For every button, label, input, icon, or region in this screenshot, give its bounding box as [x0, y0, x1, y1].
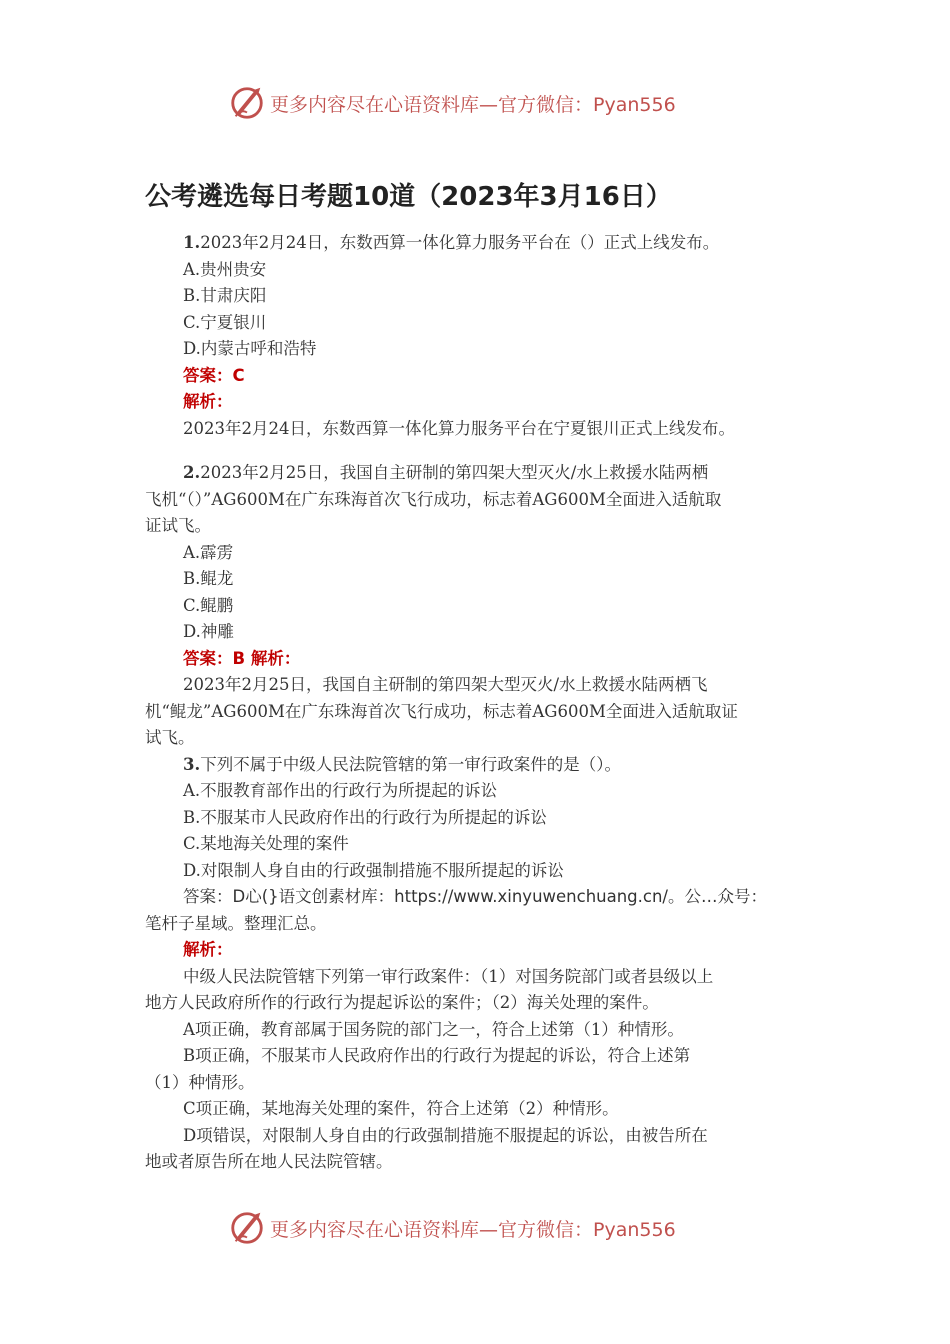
q3-analysis-line-1: 中级人民法院管辖下列第一审行政案件：（1）对国务院部门或者县级以上	[183, 966, 714, 986]
banner-wechat-id: Pyan556	[593, 93, 676, 116]
q2-option-d: D.神雕	[183, 622, 234, 641]
q3-analysis-label: 解析：	[183, 940, 233, 959]
question-1-stem: 1.2023年2月24日，东数西算一体化算力服务平台在（）正式上线发布。	[183, 233, 720, 252]
q3-analysis-line-7: D项错误，对限制人身自由的行政强制措施不服提起的诉讼，由被告所在	[183, 1125, 708, 1145]
q2-option-b: B.鲲龙	[183, 569, 234, 588]
q2-answer: 答案：B 解析：	[183, 648, 301, 668]
question-3-stem: 3.下列不属于中级人民法院管辖的第一审行政案件的是（）。	[183, 754, 621, 774]
q2-stem-line-3: 证试飞。	[145, 516, 211, 535]
q3-option-a: A.不服教育部作出的行政行为所提起的诉讼	[183, 781, 498, 800]
q3-analysis-line-2: 地方人民政府所作的行政行为提起诉讼的案件；（2）海关处理的案件。	[145, 993, 659, 1012]
banner-text: 更多内容尽在心语资料库—官方微信：Pyan556	[270, 93, 676, 116]
brand-logo-icon	[228, 84, 266, 122]
q1-option-b: B.甘肃庆阳	[183, 286, 267, 305]
q3-analysis-line-3: A项正确，教育部属于国务院的部门之一，符合上述第（1）种情形。	[183, 1019, 684, 1039]
q1-analysis: 2023年2月24日，东数西算一体化算力服务平台在宁夏银川正式上线发布。	[183, 418, 735, 438]
q3-answer-line-2: 笔杆子星域。整理汇总。	[145, 913, 327, 933]
page-title: 公考遴选每日考题10道（2023年3月16日）	[145, 182, 672, 212]
brand-logo-icon	[228, 1209, 266, 1247]
banner-text: 更多内容尽在心语资料库—官方微信：Pyan556	[270, 1218, 676, 1241]
q1-option-c: C.宁夏银川	[183, 312, 267, 332]
q1-option-a: A.贵州贵安	[183, 259, 267, 279]
banner-wechat-id: Pyan556	[593, 1218, 676, 1241]
q3-analysis-line-5: （1）种情形。	[145, 1072, 255, 1092]
q2-analysis-line-1: 2023年2月25日，我国自主研制的第四架大型灭火/水上救援水陆两栖飞	[183, 675, 708, 694]
q3-analysis-line-6: C项正确，某地海关处理的案件，符合上述第（2）种情形。	[183, 1099, 619, 1118]
q1-analysis-label: 解析：	[183, 392, 233, 411]
q3-analysis-line-8: 地或者原告所在地人民法院管辖。	[145, 1152, 393, 1171]
q1-option-d: D.内蒙古呼和浩特	[183, 339, 317, 358]
document-body	[145, 230, 810, 1176]
q1-answer: 答案：C	[183, 365, 245, 385]
q3-answer-line-1: 答案：D心(}语文创素材库：https://www.xinyuwenchuang.cn/。公…众号：	[183, 887, 767, 906]
q3-option-c: C.某地海关处理的案件	[183, 834, 349, 853]
q2-analysis-line-2: 机“鲲龙”AG600M在广东珠海首次飞行成功，标志着AG600M全面进入适航取证	[145, 701, 738, 721]
q3-option-d: D.对限制人身自由的行政强制措施不服所提起的诉讼	[183, 860, 564, 880]
q3-option-b: B.不服某市人民政府作出的行政行为所提起的诉讼	[183, 807, 547, 827]
question-2-stem: 2.2023年2月25日，我国自主研制的第四架大型灭火/水上救援水陆两栖	[183, 463, 709, 482]
q2-option-a: A.霹雳	[183, 542, 234, 562]
header-banner	[228, 83, 748, 123]
footer-banner	[228, 1208, 748, 1248]
q2-analysis-line-3: 试飞。	[145, 728, 195, 747]
q2-option-c: C.鲲鹏	[183, 595, 234, 615]
q2-stem-line-2: 飞机“（）”AG600M在广东珠海首次飞行成功，标志着AG600M全面进入适航取	[145, 489, 722, 509]
q3-analysis-line-4: B项正确，不服某市人民政府作出的行政行为提起的诉讼，符合上述第	[183, 1046, 691, 1065]
